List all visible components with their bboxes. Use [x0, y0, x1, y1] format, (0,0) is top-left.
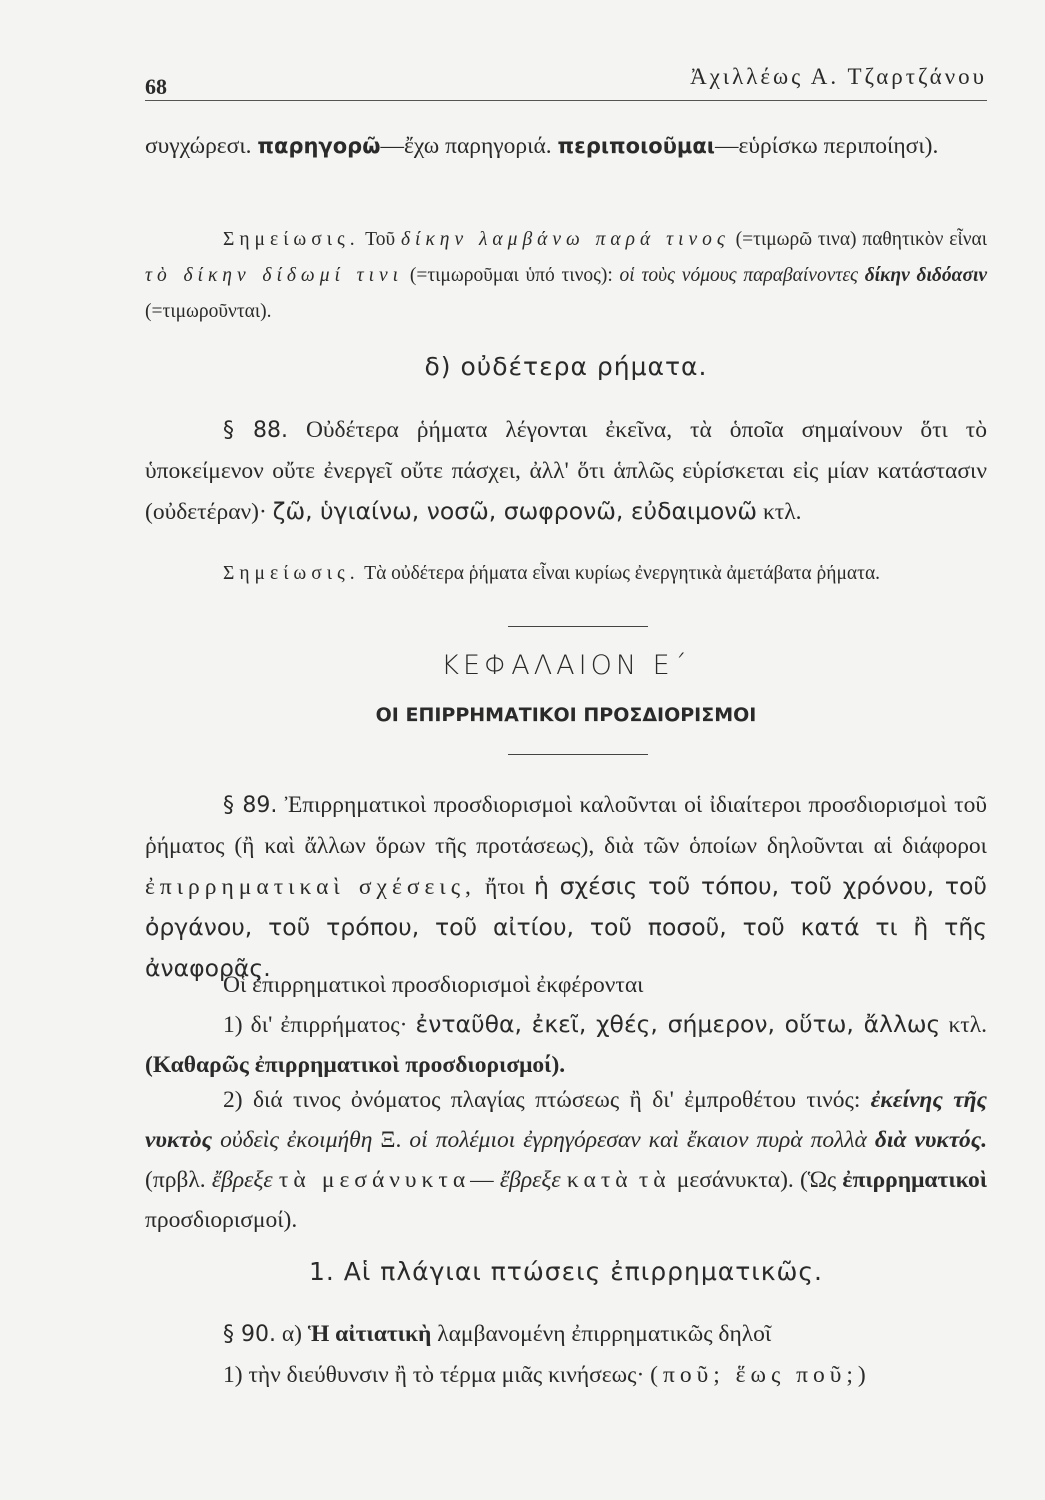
section-88	[145, 410, 987, 532]
text: κτλ.	[948, 1012, 988, 1038]
text: λαμβανομένη ἐπιρρηματικῶς δηλοῖ	[437, 1321, 772, 1347]
text: Ξ.	[380, 1127, 402, 1153]
bold-term: παρηγορῶ	[257, 134, 381, 158]
text: Ἐπιρρηματικοὶ προσδιορισμοὶ καλοῦνται οἱ ἰδιαίτεροι προσδιορισμοὶ τοῦ ῥήματος (ἢ καὶ ἄλλων ὅρων τῆς προτάσεως), διὰ τῶν ὁποίων δηλοῦνται αἱ διάφοροι	[145, 792, 987, 859]
text: (=τιμωρῶ τινα) παθητικὸν εἶναι	[735, 229, 988, 250]
spaced-text: κατὰ	[566, 1167, 633, 1193]
spaced-text: τὸ δίκην δίδωμί τινι	[145, 265, 404, 286]
text: —εὑρίσκω περιποίησι).	[714, 133, 939, 159]
spaced-text: τὰ	[638, 1167, 671, 1193]
text: Τὰ οὐδέτερα ῥήματα εἶναι κυρίως ἐνεργητικὰ ἀμετάβατα ῥήματα.	[364, 563, 881, 584]
page-header	[145, 58, 987, 101]
bold-text: Ἡ αἰτιατικὴ	[307, 1321, 432, 1347]
item-1	[145, 1004, 987, 1085]
text: 1) δι' ἐπιρρήματος·	[223, 1012, 408, 1038]
text: —ἔχω παρηγοριά.	[380, 133, 552, 159]
spaced-text: ἐπιρρηματικαὶ σχέσεις,	[145, 874, 476, 900]
divider-bottom	[508, 754, 648, 755]
section-89	[145, 785, 987, 989]
example-text: ἐνταῦθα, ἐκεῖ, χθές, σήμερον, οὕτω, ἄλλως	[415, 1010, 941, 1038]
page-number: 68	[145, 74, 167, 99]
paragraph-expressed	[145, 965, 987, 1005]
text: συγχώρεσι.	[145, 133, 252, 159]
section-number: § 90.	[223, 1322, 276, 1347]
note-label: Σημείωσις.	[223, 563, 360, 584]
text: (=τιμωροῦμαι ὑπό τινος):	[409, 265, 613, 286]
italic-text: οἱ τοὺς νόμους παραβαίνοντες	[619, 265, 858, 286]
section-number: § 88.	[223, 418, 289, 443]
text: (πρβλ.	[145, 1167, 206, 1193]
chapter-title: ΚΕΦΑΛΑΙΟΝ Ε΄	[441, 650, 691, 681]
chapter-subtitle: ΟΙ ΕΠΙΡΡΗΜΑΤΙΚΟΙ ΠΡΟΣΔΙΟΡΙΣΜΟΙ	[375, 704, 757, 726]
text: 1) τὴν διεύθυνσιν ἢ τὸ τέρμα μιᾶς κινήσεως·	[223, 1362, 645, 1388]
example-text: ζῶ, ὑγιαίνω, νοσῶ, σωφρονῶ, εὐδαιμονῶ	[272, 497, 758, 525]
spaced-text: (ποῦ; ἕως ποῦ;)	[650, 1362, 871, 1388]
italic-text: οὐδεὶς ἐκοιμήθη	[220, 1127, 373, 1153]
paragraph-top	[145, 126, 987, 166]
bold-italic-text: δίκην διδόασιν	[864, 265, 988, 286]
spaced-text: δίκην λαμβάνω παρά τινος	[400, 229, 730, 250]
chapter-subtitle-container	[145, 704, 987, 726]
running-head: Ἀχιλλέως Α. Τζαρτζάνου	[690, 64, 987, 89]
chapter-title-container	[145, 650, 987, 681]
text: (=τιμωροῦνται).	[145, 301, 272, 322]
section-heading-delta: δ) οὐδέτερα ρήματα.	[424, 352, 708, 381]
example-text: ἡ σχέσις τοῦ τόπου, τοῦ χρόνου, τοῦ ὀργάνου, τοῦ τρόπου, τοῦ αἰτίου, τοῦ ποσοῦ, τοῦ κατά τι ἢ τῆς ἀναφορᾶς.	[145, 872, 987, 982]
text: Τοῦ	[365, 229, 396, 250]
note-2	[145, 556, 987, 592]
section-heading-oblique: 1. Αἱ πλάγιαι πτώσεις ἐπιρρηματικῶς.	[308, 1257, 824, 1286]
text: μεσάνυκτα). (Ὡς	[676, 1167, 837, 1193]
text: Οἱ ἐπιρρηματικοὶ προσδιορισμοὶ ἐκφέρονται	[223, 972, 644, 998]
note-1	[145, 222, 987, 330]
italic-text: ἔβρεξε	[211, 1167, 273, 1193]
bold-term: περιποιοῦμαι	[557, 134, 715, 158]
bold-text: ἐπιρρηματικοὶ	[842, 1167, 988, 1193]
note-label: Σημείωσις.	[223, 229, 360, 250]
text: —	[470, 1167, 494, 1193]
item-2	[145, 1080, 987, 1240]
section-number: § 89.	[223, 793, 278, 818]
italic-text: οἱ πολέμιοι ἐγρηγόρεσαν καὶ ἔκαιον πυρὰ πολλὰ	[409, 1127, 867, 1153]
bold-italic-text: διὰ νυκτός.	[874, 1127, 988, 1153]
spaced-text: τὰ μεσάνυκτα	[278, 1167, 471, 1193]
bold-text: (Καθαρῶς ἐπιρρηματικοὶ προσδιορισμοί).	[145, 1052, 566, 1078]
heading-delta-container	[145, 352, 987, 381]
text: προσδιορισμοί).	[145, 1207, 298, 1233]
text: 2) διά τινος ὀνόματος πλαγίας πτώσεως ἢ δι' ἐμπροθέτου τινός:	[223, 1087, 861, 1113]
italic-text: ἔβρεξε	[499, 1167, 561, 1193]
section-90	[145, 1314, 987, 1395]
text: α)	[281, 1321, 302, 1347]
text: ἤτοι	[485, 874, 525, 900]
heading-oblique-container	[145, 1257, 987, 1286]
divider-top	[508, 626, 648, 627]
bold-italic-text: ἐκείνης τῆς νυκτὸς	[145, 1087, 987, 1153]
text: Οὐδέτερα ῥήματα λέγονται ἐκεῖνα, τὰ ὁποῖα σημαίνουν ὅτι τὸ ὑποκείμενον οὔτε ἐνεργεῖ οὔτε πάσχει, ἀλλ' ὅτι ἁπλῶς εὑρίσκεται εἰς μίαν κατάστασιν (οὐδετέραν)·	[145, 417, 987, 525]
text: κτλ.	[762, 499, 802, 525]
